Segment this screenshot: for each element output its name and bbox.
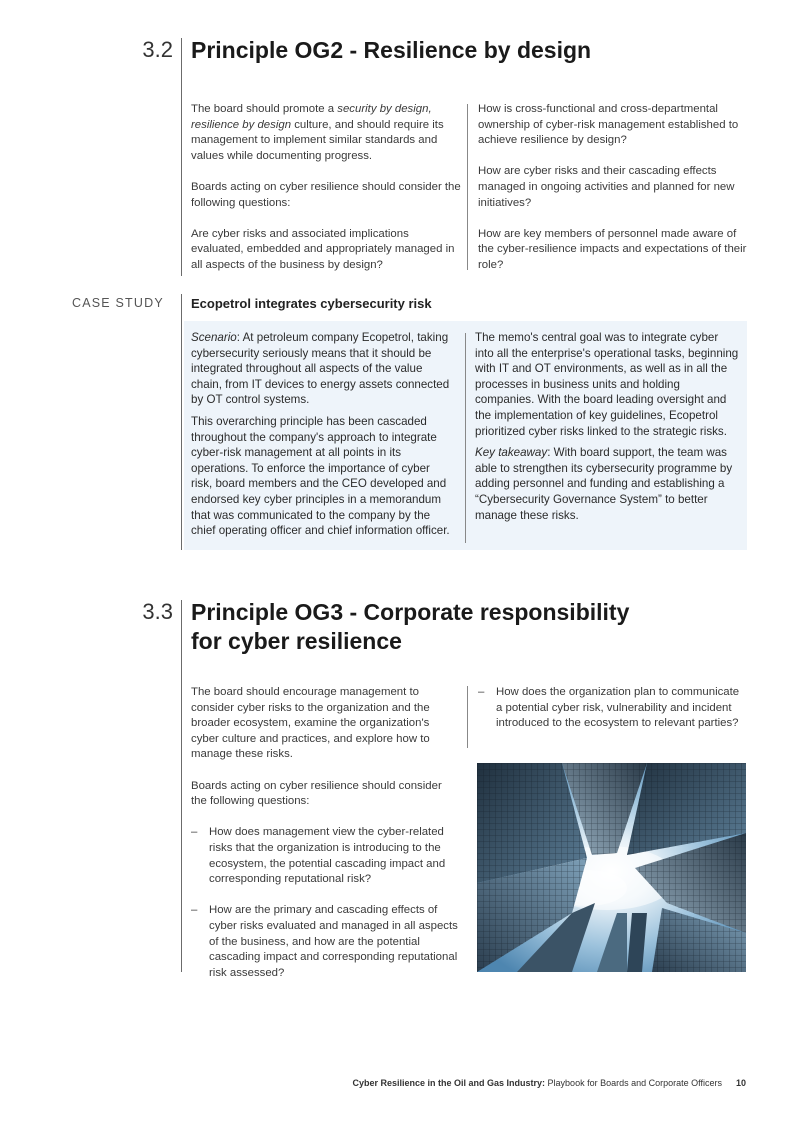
case-study-left-column [191, 330, 453, 539]
column-divider [467, 104, 468, 270]
case-paragraph: The memo's central goal was to integrate cyber into all the enterprise's operational tasks, beginning with IT and OT environments, as well as in all the processes in business units and holding companies. With the board leading oversight and the implementation of key guidelines, Ecopetrol prioritized cyber risks linked to the strategic risks. [475, 331, 739, 438]
bullet-item [478, 685, 746, 732]
intro-paragraph: The board should encourage management to consider cyber risks to the organization and the broader ecosystem, examine the organization's cyber culture and practices, and explore how to manage these risks. [191, 686, 430, 761]
question-paragraph: How are key members of personnel made aware of the cyber-resilience impacts and expectations of their role? [478, 227, 747, 271]
bullet-dash: – [191, 826, 198, 839]
questions-intro: Boards acting on cyber resilience should consider the following questions: [191, 180, 461, 209]
section-divider-rule [181, 600, 182, 972]
case-study-title: Ecopetrol integrates cybersecurity risk [191, 296, 432, 311]
questions-intro: Boards acting on cyber resilience should consider the following questions: [191, 779, 442, 808]
section-left-column [191, 685, 459, 981]
section-right-column [478, 102, 748, 274]
case-study-label: CASE STUDY [72, 296, 164, 310]
bullet-dash: – [478, 686, 485, 698]
section-title-line: for cyber resilience [191, 628, 402, 654]
bullet-item [191, 825, 459, 887]
section-left-column [191, 102, 461, 274]
question-paragraph: How is cross-functional and cross-departmental ownership of cyber-risk management established to achieve resilience by design? [478, 103, 739, 147]
section-number: 3.3 [142, 599, 173, 624]
case-column-divider [465, 333, 466, 543]
bullet-text: How does the organization plan to communicate a potential cyber risk, vulnerability and incident introduced to the ecosystem to relevant parties? [496, 686, 740, 730]
case-study-rule [181, 294, 182, 550]
footer-publication-title: Cyber Resilience in the Oil and Gas Industry: [352, 1078, 546, 1088]
section-title: Principle OG2 - Resilience by design [191, 37, 592, 63]
column-divider [467, 686, 468, 748]
question-paragraph: Are cyber risks and associated implications evaluated, embedded and appropriately managed in all aspects of the business by design? [191, 227, 455, 271]
bullet-text: How are the primary and cascading effects of cyber risks evaluated and managed in all aspects of the business, and how are the potential cascading impact and corresponding reputational risk assessed? [209, 904, 458, 979]
page-footer [352, 1078, 746, 1088]
section-title-line: Principle OG3 - Corporate responsibility [191, 599, 630, 625]
bullet-text: How does management view the cyber-related risks that the organization is introducing to the ecosystem, the potential cascading impact and corresponding reputational risk? [209, 826, 446, 886]
scenario-paragraph: Scenario: At petroleum company Ecopetrol, taking cybersecurity seriously means that it should be integrated throughout all aspects of the value chain, from IT devices to energy assets connected by OT control systems. [191, 331, 450, 407]
section-number: 3.2 [142, 37, 173, 62]
key-takeaway-paragraph: Key takeaway: With board support, the team was able to strengthen its cybersecurity programme by adding personnel and funding and establishing a “Cybersecurity Governance System” to better manage these risks. [475, 446, 733, 522]
case-paragraph: This overarching principle has been cascaded throughout the company's approach to integrate cyber-risk management at all points in its operations. To enforce the importance of cyber risk, board members and the CEO developed and endorsed key cyber principles in a memorandum that was communicated to the company by the chief operating officer and chief information officer. [191, 414, 450, 538]
question-paragraph: How are cyber risks and their cascading effects managed in ongoing activities and planned for new initiatives? [478, 165, 735, 209]
case-study-right-column [475, 330, 740, 523]
section-divider-rule [181, 38, 182, 276]
bullet-item [191, 903, 459, 981]
section-title [191, 598, 629, 656]
bullet-dash: – [191, 904, 198, 917]
intro-paragraph: The board should promote a security by design, resilience by design culture, and should require its management to implement similar standards and values while documenting progress. [191, 103, 444, 162]
section-right-column [478, 685, 746, 732]
skyscrapers-photo [477, 763, 746, 972]
page-number: 10 [735, 1078, 746, 1088]
footer-subtitle: Playbook for Boards and Corporate Officers [545, 1078, 722, 1088]
